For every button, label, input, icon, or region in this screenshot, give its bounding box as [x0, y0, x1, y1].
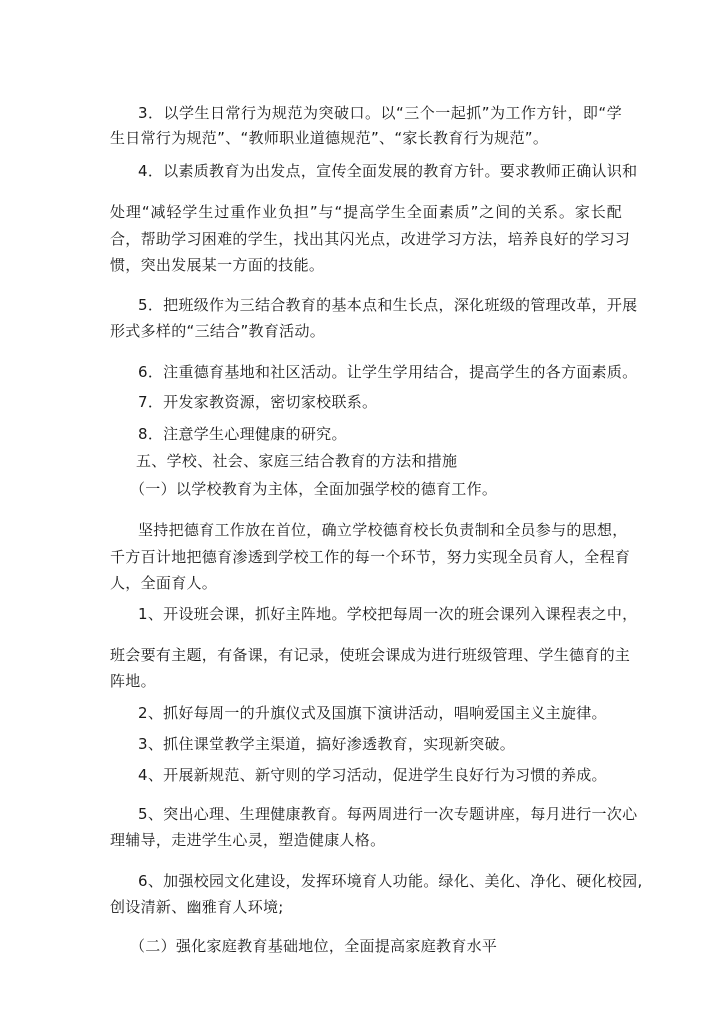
- measure-3: 3、抓住课堂教学主渠道，搞好渗透教育，实现新突破。: [138, 735, 516, 753]
- paragraph-4-line-1: 4．以素质教育为出发点，宣传全面发展的教育方针。要求教师正确认识和: [138, 162, 638, 180]
- school-paragraph-line-1: 坚持把德育工作放在首位，确立学校德育校长负责制和全员参与的思想，: [138, 521, 628, 539]
- measure-6-line-1: 6、加强校园文化建设，发挥环境育人功能。绿化、美化、净化、硬化校园,: [138, 872, 643, 890]
- subsection-heading-1: （一）以学校教育为主体，全面加强学校的德育工作。: [130, 480, 498, 498]
- paragraph-3-line-1: 3．以学生日常行为规范为突破口。以“三个一起抓”为工作方针，即“学: [138, 104, 622, 122]
- paragraph-4-line-2: 处理“减轻学生过重作业负担”与“提高学生全面素质”之间的关系。家长配: [110, 203, 622, 221]
- paragraph-5-line-1: 5．把班级作为三结合教育的基本点和生长点，深化班级的管理改革，开展: [138, 296, 638, 314]
- school-paragraph-line-2: 千方百计地把德育渗透到学校工作的每一个环节，努力实现全员育人，全程育: [110, 548, 631, 566]
- paragraph-8: 8．注意学生心理健康的研究。: [138, 425, 347, 443]
- measure-1-line-3: 阵地。: [110, 672, 156, 690]
- measure-5-line-2: 理辅导，走进学生心灵，塑造健康人格。: [110, 831, 386, 849]
- measure-1-line-1: 1、开设班会课，抓好主阵地。学校把每周一次的班会课列入课程表之中，: [138, 605, 638, 623]
- paragraph-4-line-3: 合，帮助学习困难的学生，找出其闪光点，改进学习方法，培养良好的学习习: [110, 230, 631, 248]
- measure-6-line-2: 创设清新、幽雅育人环境;: [110, 898, 284, 916]
- measure-2: 2、抓好每周一的升旗仪式及国旗下演讲活动，唱响爱国主义主旋律。: [138, 704, 607, 722]
- measure-4: 4、开展新规范、新守则的学习活动，促进学生良好行为习惯的养成。: [138, 766, 607, 784]
- paragraph-3-line-2: 生日常行为规范”、“教师职业道德规范”、“家长教育行为规范”。: [110, 129, 549, 147]
- paragraph-5-line-2: 形式多样的“三结合”教育活动。: [110, 322, 326, 340]
- measure-5-line-1: 5、突出心理、生理健康教育。每两周进行一次专题讲座，每月进行一次心: [138, 805, 638, 823]
- paragraph-7: 7．开发家教资源，密切家校联系。: [138, 393, 378, 411]
- section-heading-5: 五、学校、社会、家庭三结合教育的方法和措施: [136, 452, 458, 470]
- paragraph-4-line-4: 惯，突出发展某一方面的技能。: [110, 256, 325, 274]
- school-paragraph-line-3: 人，全面育人。: [110, 574, 218, 592]
- paragraph-6: 6．注重德育基地和社区活动。让学生学用结合，提高学生的各方面素质。: [138, 363, 638, 381]
- measure-1-line-2: 班会要有主题，有备课，有记录，使班会课成为进行班级管理、学生德育的主: [110, 646, 631, 664]
- subsection-heading-2: （二）强化家庭教育基础地位，全面提高家庭教育水平: [130, 937, 498, 955]
